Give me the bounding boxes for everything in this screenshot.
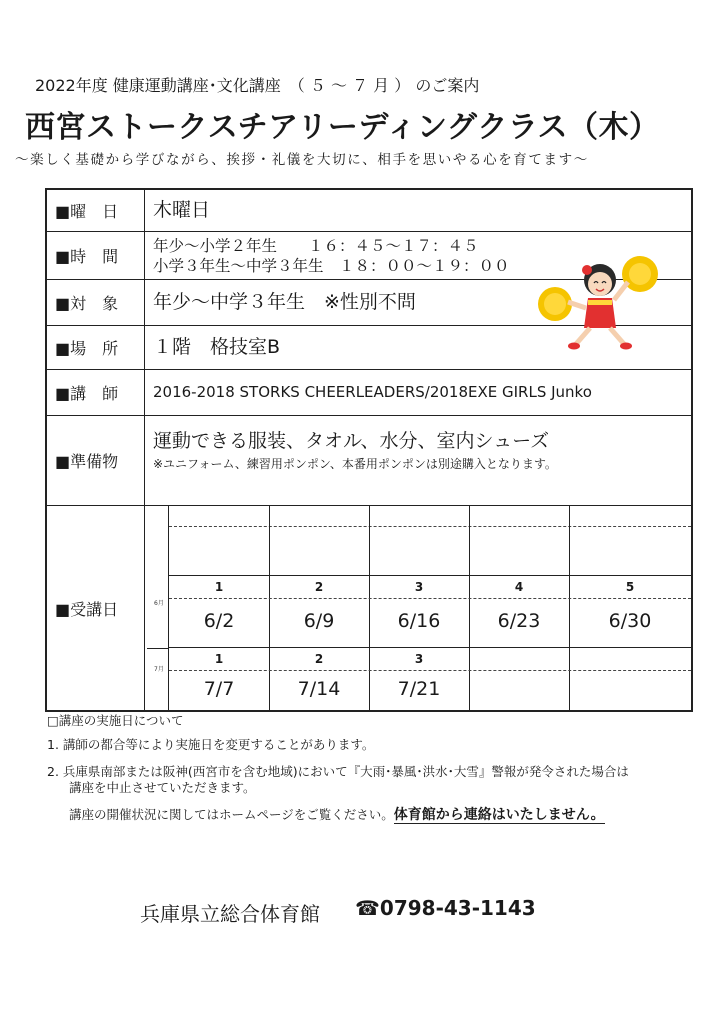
blank-row [169, 506, 691, 576]
june-session-date: 6/9 [303, 610, 335, 632]
row-day [47, 190, 691, 232]
row-items [47, 416, 691, 506]
june-session-date: 6/30 [608, 610, 652, 632]
row-items-value [147, 416, 691, 505]
june-session-date: 6/23 [497, 610, 541, 632]
month-label-july: 7月 [154, 666, 164, 673]
items-note: ※ユニフォーム、練習用ポンポン、本番用ポンポンは別途購入となります。 [153, 457, 557, 471]
page-title: 西宮ストークスチアリーディングクラス（木） [25, 110, 660, 145]
june-row-dashed-line [169, 598, 691, 599]
row-day-value: 木曜日 [153, 199, 211, 221]
subtitle: 2022年度 健康運動講座･文化講座 （ ５ ～ ７ 月 ） のご案内 [35, 76, 480, 95]
june-session-number: 4 [514, 580, 524, 594]
row-day-label: ■曜 日 [47, 190, 145, 231]
june-session-date: 6/2 [203, 610, 235, 632]
tagline: ～楽しく基礎から学びながら、挨拶・礼儀を大切に、相手を思いやる心を育てます～ [15, 152, 589, 168]
june-session-number: 5 [625, 580, 635, 594]
july-session-date: 7/14 [297, 678, 341, 700]
june-session-number: 1 [214, 580, 224, 594]
july-session-date: 7/21 [397, 678, 441, 700]
note-item-2-line-2: 講座を中止させていただきます。 [69, 780, 256, 795]
june-session-number: 3 [414, 580, 424, 594]
row-time-label: ■時 間 [47, 232, 145, 279]
status-note [69, 804, 605, 824]
blank-row-dashed-line [169, 526, 691, 527]
july-session-number: 3 [414, 652, 424, 666]
row-target-value: 年少～中学３年生 ※性別不問 [153, 291, 416, 313]
schedule-line-2: 小学３年生～中学３年生 １８：００～１９：００ [153, 257, 510, 275]
july-row-dashed-line [169, 670, 691, 671]
june-session-number: 2 [314, 580, 324, 594]
row-instructor-label: ■講 師 [47, 370, 145, 415]
pompom-left [538, 287, 572, 321]
month-column [147, 506, 169, 710]
dates-grid [147, 506, 691, 710]
phone-number: ☎0798-43-1143 [355, 896, 536, 920]
july-session-date: 7/7 [203, 678, 235, 700]
items-main-text: 運動できる服装、タオル、水分、室内シューズ [153, 430, 550, 452]
row-place-label: ■場 所 [47, 326, 145, 369]
row-instructor-value: 2016-2018 STORKS CHEERLEADERS/2018EXE GIRLS Junko [153, 383, 592, 401]
status-note-emphasis: 体育館から連絡はいたしません。 [393, 807, 605, 823]
june-session-date: 6/16 [397, 610, 441, 632]
note-item-2-line-1: 2. 兵庫県南部または阪神(西宮市を含む地域)において『大雨･暴風･洪水･大雪』警報が発令された場合は [47, 764, 629, 779]
july-session-number: 2 [314, 652, 324, 666]
row-target-label: ■対 象 [47, 280, 145, 325]
row-place-value: １階 格技室B [153, 336, 281, 358]
july-session-number: 1 [214, 652, 224, 666]
month-divider [147, 648, 168, 649]
row-instructor [47, 370, 691, 416]
note-item-1: 1. 講師の都合等により実施日を変更することがあります。 [47, 737, 375, 752]
notes-heading: □講座の実施日について [47, 713, 184, 728]
row-items-label: ■準備物 [47, 416, 145, 505]
status-note-text: 講座の開催状況に関してはホームページをご覧ください。 [69, 807, 394, 822]
cheerleader-illustration [530, 252, 660, 362]
organization-name: 兵庫県立総合体育館 [140, 902, 320, 926]
schedule-line-1: 年少～小学２年生 １６：４５～１７：４５ [153, 237, 479, 255]
month-label-june: 6月 [154, 600, 164, 607]
row-dates-label: ■受講日 [47, 506, 145, 710]
row-dates [47, 506, 691, 710]
